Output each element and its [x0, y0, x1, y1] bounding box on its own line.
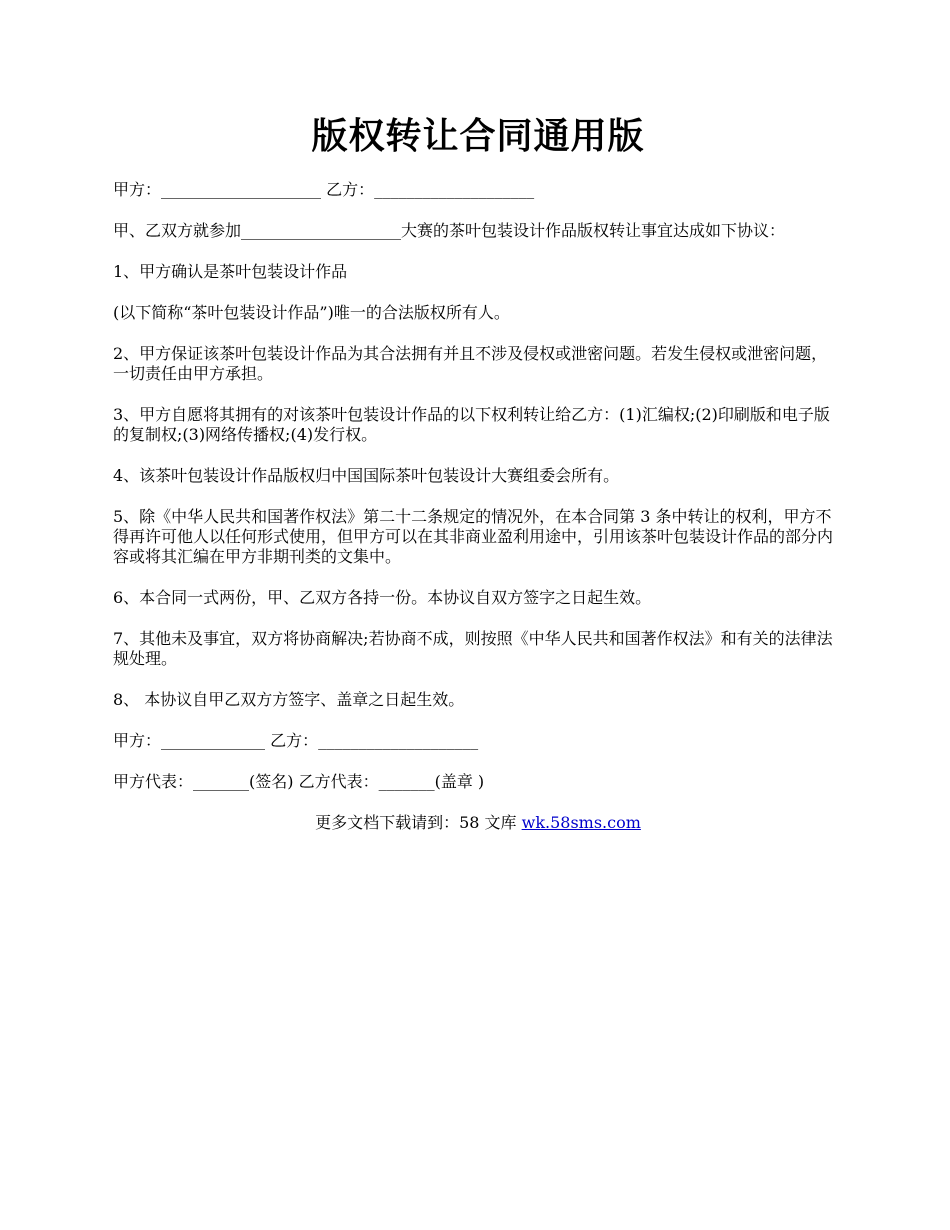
- document-page: [113, 110, 843, 833]
- document-title: 版权转让合同通用版: [311, 115, 645, 157]
- clause-7: 7、其他未及事宜，双方将协商解决;若协商不成，则按照《中华人民共和国著作权法》和有关的法律法规处理。: [113, 629, 833, 668]
- clause-4: 4、该茶叶包装设计作品版权归中国国际茶叶包装设计大赛组委会所有。: [113, 466, 620, 485]
- party-names-line: 甲方：____________________ 乙方：____________________: [113, 180, 535, 199]
- clause-2: 2、甲方保证该茶叶包装设计作品为其合法拥有并且不涉及侵权或泄密问题。若发生侵权或泄密问题，一切责任由甲方承担。: [113, 344, 828, 383]
- clause-5: 5、除《中华人民共和国著作权法》第二十二条规定的情况外，在本合同第 3 条中转让的权利，甲方不得再许可他人以任何形式使用，但甲方可以在其非商业盈利用途中，引用该茶叶包装设计作品的部分内容或将其汇编在甲方非期刊类的文集中。: [113, 507, 834, 566]
- clause-6: 6、本合同一式两份，甲、乙双方各持一份。本协议自双方签字之日起生效。: [113, 588, 652, 607]
- intro-paragraph: 甲、乙双方就参加____________________大赛的茶叶包装设计作品版权转让事宜达成如下协议：: [113, 221, 786, 240]
- signature-parties-line: 甲方：_____________ 乙方：____________________: [113, 731, 479, 750]
- footer-link[interactable]: wk.58sms.com: [521, 813, 641, 832]
- download-footer: [113, 813, 843, 833]
- clause-1: 1、甲方确认是茶叶包装设计作品: [113, 262, 348, 281]
- clause-1-continued: (以下简称“茶叶包装设计作品”)唯一的合法版权所有人。: [113, 303, 510, 322]
- clause-3: 3、甲方自愿将其拥有的对该茶叶包装设计作品的以下权利转让给乙方：(1)汇编权;(2)印刷版和电子版的复制权;(3)网络传播权;(4)发行权。: [113, 405, 830, 444]
- footer-text: 更多文档下载请到：58 文库: [315, 813, 522, 832]
- signature-representatives-line: 甲方代表：_______(签名) 乙方代表：_______(盖章 ): [113, 772, 485, 791]
- clause-8: 8、 本协议自甲乙双方方签字、盖章之日起生效。: [113, 690, 465, 709]
